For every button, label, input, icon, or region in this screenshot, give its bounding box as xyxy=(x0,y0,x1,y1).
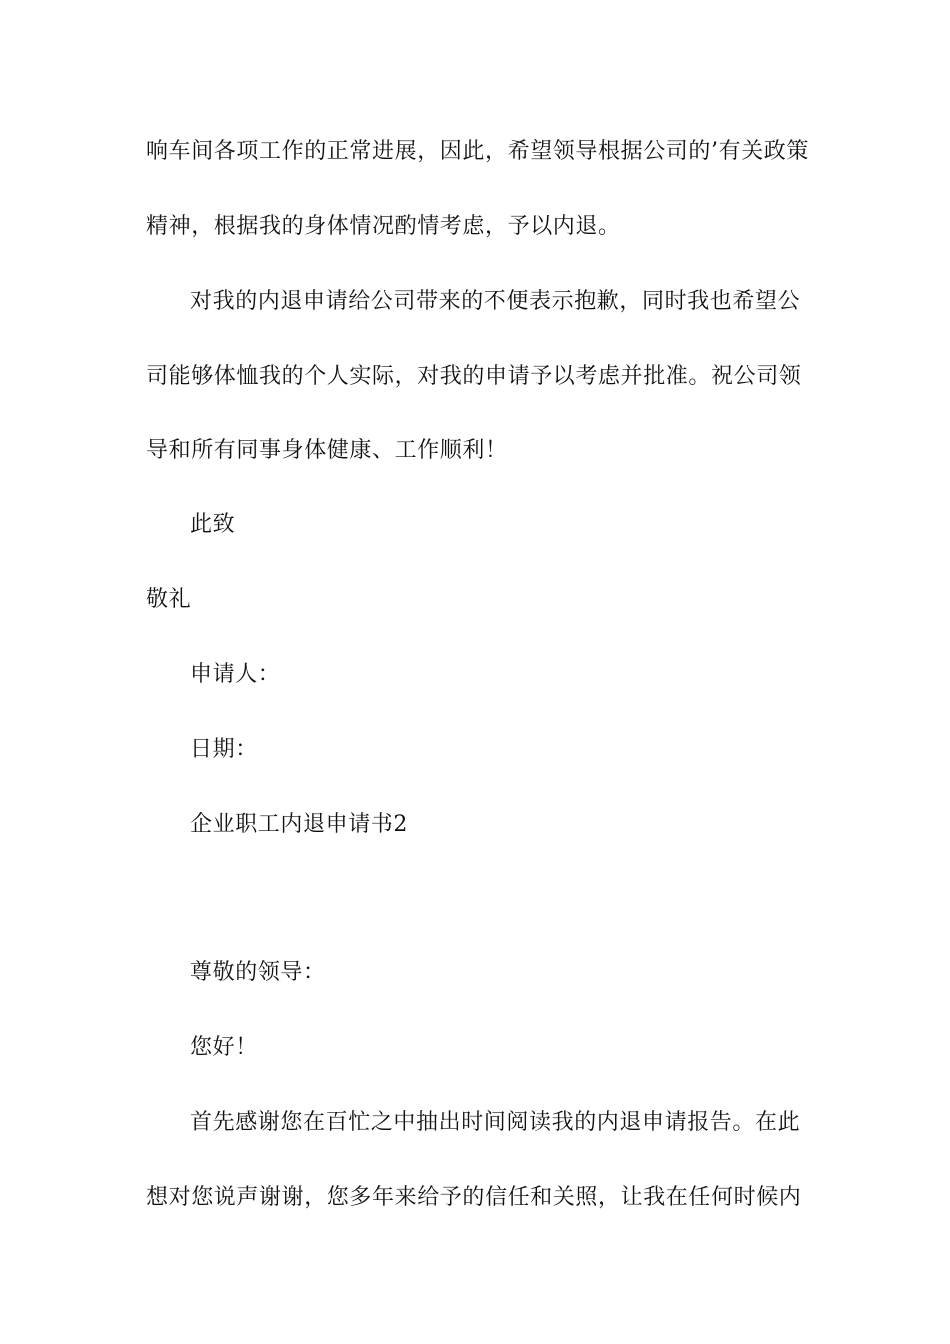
body-line-14: 想对您说声谢谢，您多年来给予的信任和关照，让我在任何时候内 xyxy=(146,1185,802,1210)
body-paragraph-2-start: 首先感谢您在百忙之中抽出时间阅读我的内退申请报告。在此 xyxy=(190,1110,801,1135)
body-line-5: 导和所有同事身体健康、工作顺利！ xyxy=(146,438,508,463)
closing-cizhi: 此致 xyxy=(190,512,236,537)
applicant-label: 申请人： xyxy=(190,662,281,687)
body-line-4: 司能够体恤我的个人实际，对我的申请予以考虑并批准。祝公司领 xyxy=(146,364,802,389)
greeting: 您好！ xyxy=(190,1035,258,1060)
closing-jingli: 敬礼 xyxy=(146,587,192,612)
body-line-1: 响车间各项工作的正常进展，因此，希望领导根据公司的’有关政策 xyxy=(146,139,809,164)
section-title: 企业职工内退申请书2 xyxy=(190,812,408,837)
body-line-2: 精神，根据我的身体情况酌情考虑，予以内退。 xyxy=(146,214,621,239)
body-paragraph-start: 对我的内退申请给公司带来的不便表示抱歉，同时我也希望公 xyxy=(190,289,801,314)
salutation: 尊敬的领导： xyxy=(190,960,326,985)
date-label: 日期： xyxy=(190,737,258,762)
